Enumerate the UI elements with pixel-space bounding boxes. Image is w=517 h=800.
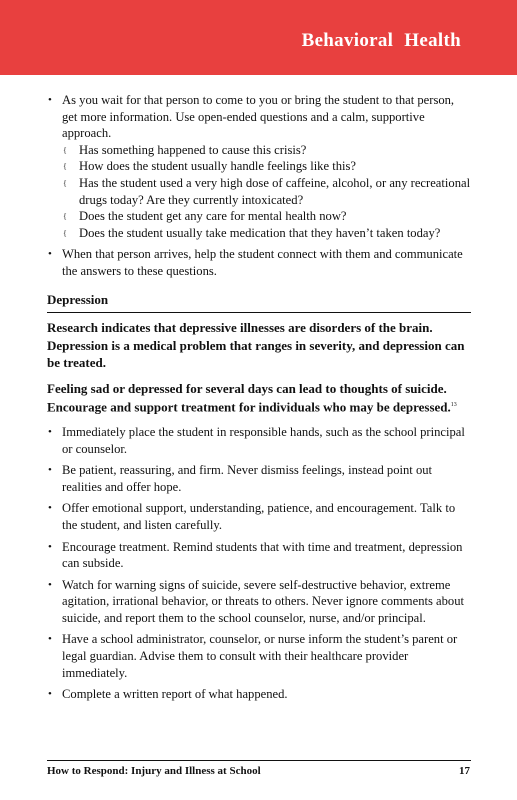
footer-book-title: How to Respond: Injury and Illness at School — [47, 765, 261, 777]
intro-bullet-list — [47, 92, 471, 280]
sub-list-item: { Does the student get any care for mental health now? — [63, 208, 471, 225]
paragraph-text: Feeling sad or depressed for several days can lead to thoughts of suicide. Encourage and support treatment for individuals who may be depressed. — [47, 380, 451, 415]
bullet-text: When that person arrives, help the student connect with them and communicate the answers to these questions. — [62, 247, 463, 278]
list-item: • Be patient, reassuring, and firm. Never dismiss feelings, instead point out realities and offer hope. — [47, 462, 471, 495]
list-item: • Have a school administrator, counselor, or nurse inform the student’s parent or legal guardian. Advise them to consult with their healthcare provider immediately. — [47, 631, 471, 681]
page-content — [47, 92, 471, 708]
page-number: 17 — [459, 765, 470, 777]
footer-divider — [47, 760, 471, 761]
sub-list-item: { How does the student usually handle feelings like this? — [63, 158, 471, 175]
depression-bullet-list — [47, 424, 471, 703]
depression-warning-paragraph — [47, 380, 471, 416]
depression-intro-paragraph: Research indicates that depressive illnesses are disorders of the brain. Depression is a medical problem that ranges in severity, and depression can be treated. — [47, 320, 465, 371]
list-item — [47, 92, 471, 241]
sub-list-item: { Has something happened to cause this crisis? — [63, 142, 471, 159]
section-title-depression: Depression — [47, 291, 109, 307]
section-divider — [47, 312, 471, 313]
list-item — [47, 246, 471, 279]
list-item: • Offer emotional support, understanding, patience, and encouragement. Talk to the student, and listen carefully. — [47, 500, 471, 533]
page-header-title: Behavioral Health — [301, 30, 461, 51]
sub-list-item: { Does the student usually take medication that they haven’t taken today? — [63, 225, 471, 242]
page-header-band — [0, 0, 517, 75]
sub-list-item: { Has the student used a very high dose of caffeine, alcohol, or any recreational drugs today? Are they currently intoxicated? — [63, 175, 471, 208]
list-item: • Complete a written report of what happened. — [47, 686, 471, 703]
bullet-text: As you wait for that person to come to you or bring the student to that person, get more information. Use open-ended questions and a calm, supportive approach. — [62, 93, 455, 141]
list-item: • Encourage treatment. Remind students that with time and treatment, depression can subside. — [47, 539, 471, 572]
list-item: • Watch for warning signs of suicide, severe self-destructive behavior, extreme agitation, irrational behavior, or threats to others. Never ignore comments about suicide, and report them to the school counselor, nurse, and/or principal. — [47, 577, 471, 627]
list-item: • Immediately place the student in responsible hands, such as the school principal or counselor. — [47, 424, 471, 457]
question-sub-list — [62, 142, 471, 242]
footnote-reference: 13 — [450, 402, 457, 409]
